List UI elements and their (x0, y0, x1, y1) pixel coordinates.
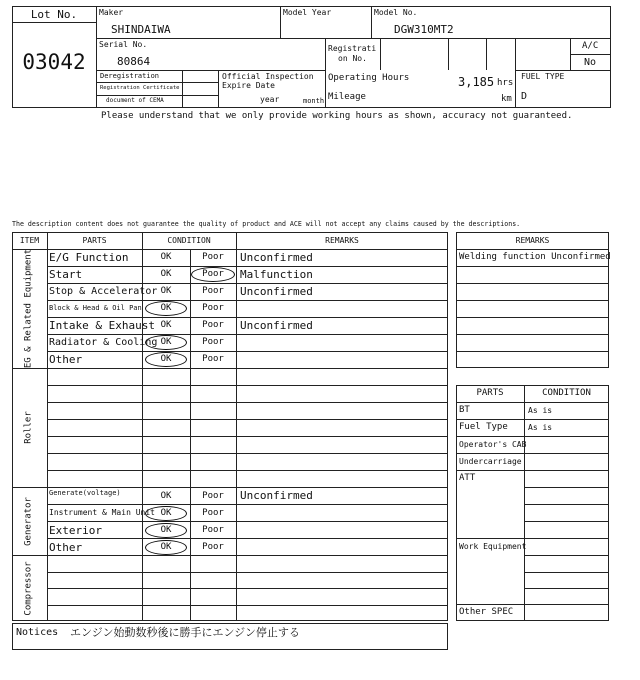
km-unit: km (501, 94, 512, 104)
operating-hours-value: 3,185 (458, 75, 495, 89)
poor-option[interactable]: Poor (202, 337, 224, 347)
poor-option[interactable]: Poor (202, 269, 224, 279)
part-name: Exterior (49, 524, 102, 537)
month-label: month (303, 97, 325, 105)
section-label-eg: EG & Related Equipment (23, 248, 34, 369)
ok-option[interactable]: OK (160, 508, 172, 518)
ok-option[interactable]: OK (160, 491, 172, 501)
right-part-condition: As is (528, 423, 553, 432)
ok-option[interactable]: OK (160, 286, 172, 296)
section-label-roller: Roller (23, 411, 34, 444)
poor-option[interactable]: Poor (202, 508, 224, 518)
serial-no-value: 80864 (117, 55, 151, 68)
notices-label: Notices (16, 627, 59, 638)
remarks-header: REMARKS (325, 236, 359, 245)
ok-option[interactable]: OK (160, 337, 172, 347)
poor-option[interactable]: Poor (202, 354, 224, 364)
poor-option[interactable]: Poor (202, 542, 224, 552)
item-header: ITEM (19, 236, 40, 245)
remark-text: Malfunction (240, 268, 313, 281)
right-part-name: Operator's CAB (459, 440, 527, 449)
lot-no-label: Lot No. (30, 8, 78, 21)
condition-header: CONDITION (167, 236, 211, 245)
hrs-unit: hrs (497, 78, 514, 88)
part-name: Other (49, 353, 83, 366)
part-name: Intake & Exhaust (49, 319, 155, 332)
selected-ok-oval (145, 301, 187, 316)
selected-poor-oval (191, 267, 235, 282)
ok-option[interactable]: OK (160, 354, 172, 364)
remark-text: Unconfirmed (240, 489, 313, 502)
parts-header: PARTS (82, 236, 107, 245)
selected-ok-oval (145, 335, 187, 350)
right-part-name: BT (459, 405, 470, 415)
inspection-label-2: Expire Date (222, 81, 275, 90)
poor-option[interactable]: Poor (202, 320, 224, 330)
remark-text: Unconfirmed (240, 285, 313, 298)
fuel-type-value: D (521, 91, 528, 102)
ok-option[interactable]: OK (160, 525, 172, 535)
right-part-name: Work Equipment (459, 542, 527, 551)
part-name: Start (49, 268, 83, 281)
deregistration-label: Deregistration (100, 72, 160, 80)
poor-option[interactable]: Poor (202, 491, 224, 501)
part-name: Generate(voltage) (49, 489, 121, 497)
poor-option[interactable]: Poor (202, 252, 224, 262)
right-part-name: Undercarriage (459, 457, 522, 466)
description-disclaimer: The description content does not guarantee the quality of product and ACE will not accept any claims caused by the descriptions. (12, 220, 521, 228)
section-label-generator: Generator (23, 497, 34, 546)
right-condition-header: CONDITION (542, 388, 591, 398)
registration-no-label-1: Registrati (328, 44, 377, 53)
year-label: year (260, 95, 280, 104)
remark-text: Unconfirmed (240, 319, 313, 332)
serial-no-label: Serial No. (99, 40, 148, 49)
part-name: Stop & Accelerator (49, 286, 158, 297)
poor-option[interactable]: Poor (202, 525, 224, 535)
right-parts-header: PARTS (476, 388, 504, 398)
fuel-type-label: FUEL TYPE (521, 72, 565, 81)
model-no-label: Model No. (374, 8, 418, 17)
hours-disclaimer: Please understand that we only provide working hours as shown, accuracy not guaranteed. (101, 111, 573, 121)
part-name: Instrument & Main Unit (49, 508, 155, 517)
remark-text: Unconfirmed (240, 251, 313, 264)
registration-certificate-label: Registration Certificate (100, 85, 180, 91)
part-name: Block & Head & Oil Pan (49, 304, 142, 312)
inspection-label-1: Official Inspection (222, 72, 314, 81)
ok-option[interactable]: OK (160, 303, 172, 313)
lot-number: 03042 (22, 50, 86, 74)
selected-ok-oval (145, 540, 187, 555)
part-name: E/G Function (49, 251, 129, 264)
right-remark-text: Welding function Unconfirmed (459, 252, 611, 262)
right-part-condition: As is (528, 406, 553, 415)
poor-option[interactable]: Poor (202, 303, 224, 313)
operating-hours-label: Operating Hours (328, 73, 410, 83)
model-year-label: Model Year (283, 8, 332, 17)
poor-option[interactable]: Poor (202, 286, 224, 296)
notices-text: エンジン始動数秒後に勝手にエンジン停止する (70, 626, 300, 639)
ok-option[interactable]: OK (160, 252, 172, 262)
right-part-name: Fuel Type (459, 422, 508, 432)
maker-label: Maker (99, 8, 124, 17)
right-part-name: ATT (459, 473, 476, 483)
mileage-label: Mileage (328, 92, 366, 102)
maker-value: SHINDAIWA (111, 23, 171, 36)
right-remarks-header: REMARKS (515, 236, 550, 245)
part-name: Other (49, 541, 83, 554)
registration-no-label-2: on No. (338, 54, 367, 63)
ac-label: A/C (582, 41, 599, 51)
selected-ok-oval (145, 523, 187, 538)
section-label-compressor: Compressor (23, 561, 34, 616)
part-name: Radiator & Cooling (49, 337, 158, 348)
model-no-value: DGW310MT2 (394, 23, 454, 36)
ok-option[interactable]: OK (160, 542, 172, 552)
right-part-name: Other SPEC (459, 607, 514, 617)
ok-option[interactable]: OK (160, 320, 172, 330)
ac-value: No (584, 57, 597, 68)
selected-ok-oval (145, 506, 187, 521)
ok-option[interactable]: OK (160, 269, 172, 279)
selected-ok-oval (145, 352, 187, 367)
document-cema-label: document of CEMA (106, 97, 164, 104)
